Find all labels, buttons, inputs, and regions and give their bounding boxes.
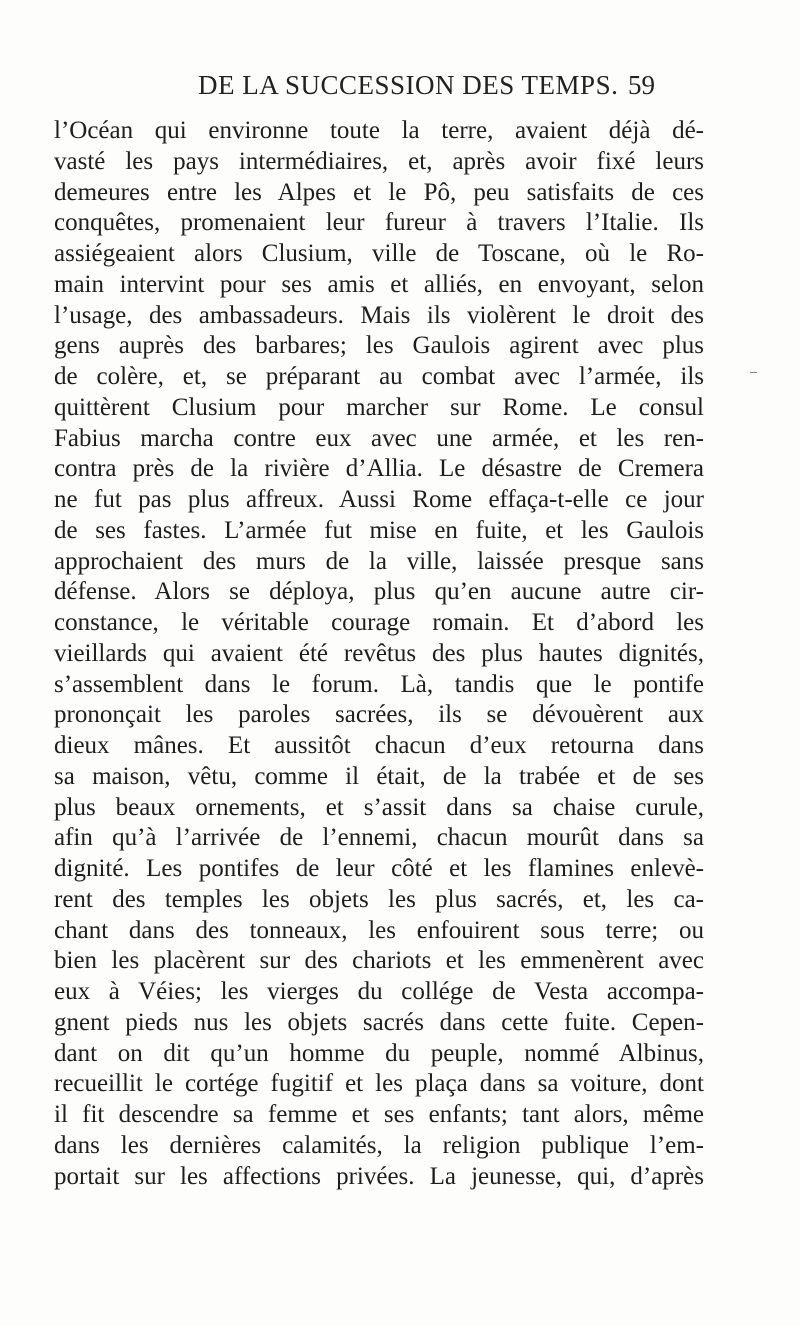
text-line: constance, le véritable courage romain. Et d’abord les: [54, 609, 704, 636]
running-title: DE LA SUCCESSION DES TEMPS.: [198, 70, 619, 100]
text-line: chant dans des tonneaux, les enfouirent sous terre; ou: [54, 916, 704, 944]
text-line: de ses fastes. L’armée fut mise en fuite, et les Gaulois: [54, 516, 704, 544]
page-number: 59: [628, 70, 655, 100]
text-line: afin qu’à l’arrivée de l’ennemi, chacun mourût dans sa: [54, 824, 704, 852]
text-line: conquêtes, promenaient leur fureur à travers l’Italie. Ils: [54, 209, 704, 237]
text-line: quittèrent Clusium pour marcher sur Rome. Le consul: [54, 393, 704, 421]
text-line: défense. Alors se déploya, plus qu’en aucune autre cir-: [54, 578, 704, 606]
text-line: assiégeaient alors Clusium, ville de Toscane, où le Ro-: [54, 240, 704, 267]
text-line: bien les placèrent sur des chariots et les emmenèrent avec: [54, 947, 704, 975]
text-line: recueillit le cortége fugitif et les plaça dans sa voiture, dont: [54, 1070, 704, 1098]
text-line: dieux mânes. Et aussitôt chacun d’eux retourna dans: [54, 732, 704, 759]
text-line: il fit descendre sa femme et ses enfants; tant alors, même: [54, 1101, 704, 1128]
text-line: dans les dernières calamités, la religion publique l’em-: [54, 1131, 704, 1159]
text-line: approchaient des murs de la ville, laissée presque sans: [54, 547, 704, 575]
text-line: rent des temples les objets les plus sacrés, et, les ca-: [54, 885, 704, 913]
text-line: main intervint pour ses amis et alliés, en envoyant, selon: [54, 270, 704, 298]
text-line: vieillards qui avaient été revêtus des plus hautes dignités,: [54, 639, 704, 667]
text-line: sa maison, vêtu, comme il était, de la trabée et de ses: [54, 762, 704, 790]
running-head: [0, 70, 800, 110]
margin-dash-mark: [750, 372, 757, 373]
text-line: dant on dit qu’un homme du peuple, nommé Albinus,: [54, 1039, 704, 1067]
text-line: prononçait les paroles sacrées, ils se dévouèrent aux: [54, 701, 704, 729]
text-line: l’Océan qui environne toute la terre, avaient déjà dé-: [54, 117, 704, 144]
text-line: gnent pieds nus les objets sacrés dans cette fuite. Cepen-: [54, 1008, 704, 1036]
body-text: [54, 116, 704, 1192]
text-line: contra près de la rivière d’Allia. Le désastre de Cremera: [54, 455, 704, 483]
text-line: s’assemblent dans le forum. Là, tandis que le pontife: [54, 670, 704, 698]
text-line: demeures entre les Alpes et le Pô, peu satisfaits de ces: [54, 178, 704, 206]
text-line: gens auprès des barbares; les Gaulois agirent avec plus: [54, 332, 704, 360]
text-line: dignité. Les pontifes de leur côté et les flamines enlevè-: [54, 855, 704, 882]
text-line: plus beaux ornements, et s’assit dans sa chaise curule,: [54, 793, 704, 821]
text-line: Fabius marcha contre eux avec une armée, et les ren-: [54, 424, 704, 452]
text-line: portait sur les affections privées. La jeunesse, qui, d’après: [54, 1162, 704, 1190]
text-line: vasté les pays intermédiaires, et, après avoir fixé leurs: [54, 147, 704, 175]
text-line: eux à Véies; les vierges du collége de Vesta accompa-: [54, 978, 704, 1005]
text-line: ne fut pas plus affreux. Aussi Rome effaça-t-elle ce jour: [54, 486, 704, 513]
text-line: de colère, et, se préparant au combat avec l’armée, ils: [54, 363, 704, 390]
text-line: l’usage, des ambassadeurs. Mais ils violèrent le droit des: [54, 301, 704, 329]
